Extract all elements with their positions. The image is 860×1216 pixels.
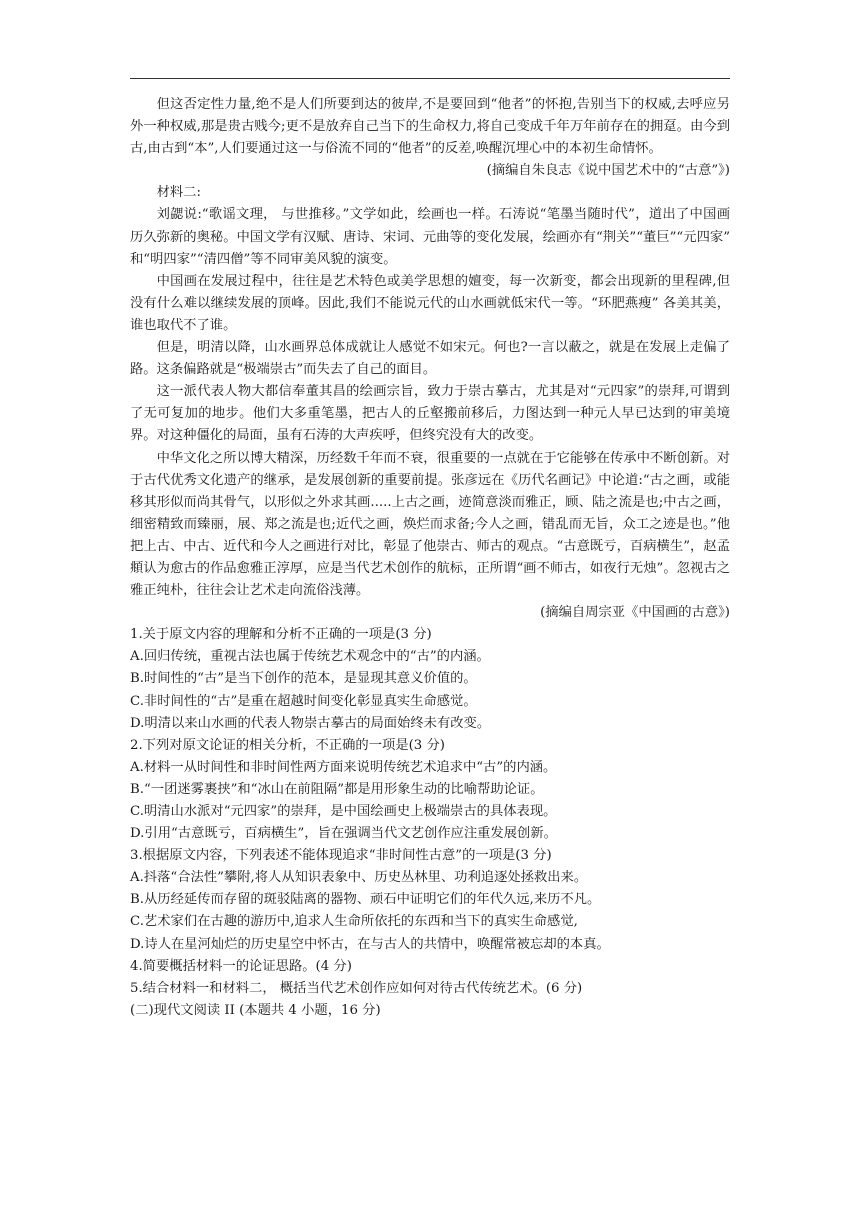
question-option: C.艺术家们在古趣的游历中,追求人生命所依托的东西和当下的真实生命感觉, bbox=[130, 914, 578, 930]
question-stem: 2.下列对原文论证的相关分析，不正确的一项是(3 分) bbox=[130, 737, 445, 753]
question-option: B.从历经延传而存留的斑驳陆离的器物、顽石中证明它们的年代久远,来历不凡。 bbox=[130, 892, 601, 908]
section-heading: 材料二: bbox=[156, 185, 201, 201]
paragraph: 但是，明清以降，山水画界总体成就让人感觉不如宋元。何也?一言以蔽之，就是在发展上走偏了路。这条偏路就是“极端崇古”而失去了自己的面目。 bbox=[130, 340, 730, 378]
question-option: A.材料一从时间性和非时间性两方面来说明传统艺术追求中“古”的内涵。 bbox=[130, 759, 557, 775]
source-citation: (摘编自朱良志《说中国艺术中的“古意”》) bbox=[486, 163, 730, 179]
question-option: D.引用“古意既亏，百病横生”，旨在强调当代文艺创作应注重发展创新。 bbox=[130, 826, 557, 842]
question-stem: 5.结合材料一和材料二， 概括当代艺术创作应如何对待古代传统艺术。(6 分) bbox=[130, 980, 583, 996]
question-option: D.明清以来山水画的代表人物崇古摹古的局面始终未有改变。 bbox=[130, 715, 491, 731]
question-stem: 1.关于原文内容的理解和分析不正确的一项是(3 分) bbox=[130, 627, 432, 643]
question-option: C.明清山水派对“元四家”的崇拜，是中国绘画史上极端崇古的具体表现。 bbox=[130, 804, 557, 819]
question-option: D.诗人在星河灿烂的历史星空中怀古，在与古人的共情中，唤醒常被忘却的本真。 bbox=[130, 936, 610, 952]
document-page bbox=[130, 94, 730, 1022]
paragraph: 中华文化之所以博大精深，历经数千年而不衰，很重要的一点就在于它能够在传承中不断创新。对于古代优秀文化遗产的继承，是发展创新的重要前提。张彦远在《历代名画记》中论道:“古之画，或能移其形似而尚其骨气，以形似之外求其画.....上古之画，迹简意淡而雅正，顾、陆之流是也;中古之画，细密精致而臻丽，展、郑之流是也;近代之画，焕烂而求备;今人之画，错乱而无旨，众工之迹是也。”他把上古、中古、近代和今人之画进行对比，彰显了他崇古、师古的观点。“古意既亏，百病横生”，赵孟頫认为愈古的作品愈雅正淳厚，应是当代艺术创作的航标，正所谓“画不师古，如夜行无烛”。忽视古之雅正纯朴，往往会让艺术走向流俗浅薄。 bbox=[130, 450, 730, 599]
question-option: A.抖落“合法性”攀附,将人从知识表象中、历史丛林里、功利追逐处拯救出来。 bbox=[130, 870, 588, 886]
question-option: A.回归传统，重视古法也属于传统艺术观念中的“古”的内涵。 bbox=[130, 649, 490, 665]
header-rule bbox=[130, 78, 730, 79]
paragraph: 中国画在发展过程中，往往是艺术特色或美学思想的嬗变，每一次新变，都会出现新的里程碑,但没有什么难以继续发展的顶峰。因此,我们不能说元代的山水画就低宋代一等。“环肥燕瘦” 各美其美，谁也取代不了谁。 bbox=[130, 273, 730, 333]
section-heading: (二)现代文阅读 II (本题共 4 小题，16 分) bbox=[130, 1002, 381, 1018]
question-stem: 4.简要概括材料一的论证思路。(4 分) bbox=[130, 958, 352, 974]
paragraph: 但这否定性力量,绝不是人们所要到达的彼岸,不是要回到“他者”的怀抱,告别当下的权威,去呼应另外一种权威,那是贵古贱今;更不是放弃自己当下的生命权力,将自己变成千年万年前存在的拥趸。由今到古,由古到“本”,人们要通过这一与俗流不同的“他者”的反差,唤醒沉埋心中的本初生命情怀。 bbox=[130, 97, 730, 157]
paragraph: 刘勰说:“歌谣文理， 与世推移。”文学如此，绘画也一样。石涛说“笔墨当随时代”，道出了中国画历久弥新的奥秘。中国文学有汉赋、唐诗、宋词、元曲等的变化发展，绘画亦有“荆关”“董巨”“元四家” 和“明四家”“清四僧”等不同审美风貌的演变。 bbox=[130, 207, 730, 267]
question-option: B.时间性的“古”是当下创作的范本，是显现其意义价值的。 bbox=[130, 671, 477, 687]
question-option: B.“一团迷雾裹挟”和“冰山在前阻隔”都是用形象生动的比喻帮助论证。 bbox=[130, 781, 544, 797]
question-stem: 3.根据原文内容，下列表述不能体现追求“非时间性古意”的一项是(3 分) bbox=[130, 848, 552, 864]
source-citation: (摘编自周宗亚《中国画的古意》) bbox=[540, 605, 730, 621]
paragraph: 这一派代表人物大都信奉董其昌的绘画宗旨，致力于崇古摹古，尤其是对“元四家”的崇拜,可谓到了无可复加的地步。他们大多重笔墨，把古人的丘壑搬前移后，力图达到一种元人早已达到的审美境界。对这种僵化的局面，虽有石涛的大声疾呼，但终究没有大的改变。 bbox=[130, 384, 730, 444]
question-option: C.非时间性的“古”是重在超越时间变化彰显真实生命感觉。 bbox=[130, 693, 477, 709]
